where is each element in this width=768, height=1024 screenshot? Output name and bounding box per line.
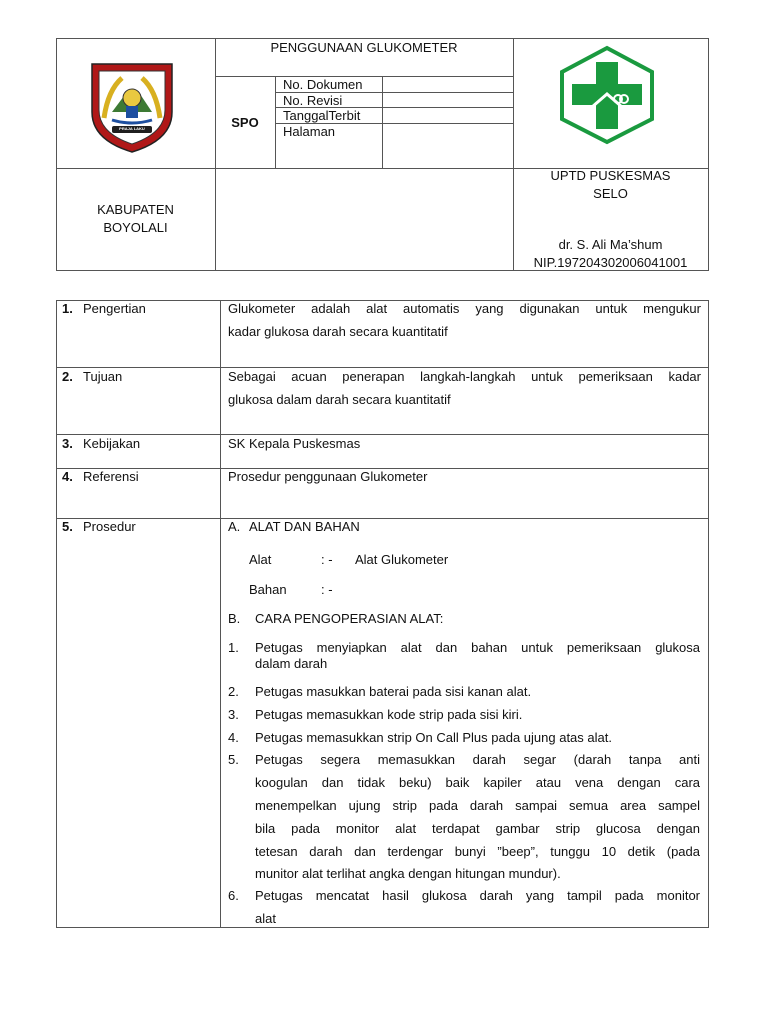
right-org-line2: SELO (593, 186, 628, 201)
step-1-line: Petugas menyiapkan alat dan bahan untuk pemeriksaan glukosa (255, 640, 700, 655)
step-5-line: Petugas segera memasukkan darah segar (darah tanpa anti (255, 752, 700, 767)
right-org-line1: UPTD PUSKESMAS (550, 168, 671, 183)
section-4-text: Prosedur penggunaan Glukometer (228, 469, 428, 484)
section-3-label: Kebijakan (83, 436, 141, 451)
step-3-line: Petugas memasukkan kode strip pada sisi kiri. (255, 707, 523, 722)
section-1-text-line1: Glukometer adalah alat automatis yang digunakan untuk mengukur (228, 301, 701, 316)
step-6-number: 6. (228, 888, 239, 903)
section-2-text-line1: Sebagai acuan penerapan langkah-langkah untuk pemeriksaan kadar (228, 369, 701, 384)
section-2-number: 2. (62, 369, 73, 384)
section-3-number: 3. (62, 436, 73, 451)
left-org-line1: KABUPATEN (97, 202, 174, 217)
section-1-number: 1. (62, 301, 73, 316)
step-5-line: menempelkan ujung strip pada darah sampai semua area sampel (255, 798, 700, 813)
prosedur-b-letter: B. (228, 611, 241, 626)
bahan-label: Bahan (249, 582, 287, 597)
prosedur-a-title: ALAT DAN BAHAN (249, 519, 360, 534)
spo-label: SPO (231, 115, 259, 130)
section-1-label: Pengertian (83, 301, 146, 316)
kabupaten-boyolali-emblem-icon (86, 60, 178, 154)
step-6-line: Petugas mencatat hasil glukosa darah yang tampil pada monitor (255, 888, 700, 903)
left-org-line2: BOYOLALI (103, 220, 168, 235)
step-5-line: tetesan darah dan terdengar bunyi ”beep”, tunggu 10 detik (pada (255, 844, 700, 859)
section-5-number: 5. (62, 519, 73, 534)
signatory-nip: NIP.197204302006041001 (533, 255, 688, 270)
document-title: PENGGUNAAN GLUKOMETER (270, 40, 458, 55)
step-1-number: 1. (228, 640, 239, 655)
doc-field-halaman: Halaman (283, 124, 336, 139)
step-5-line: koogulan dan tidak beku) baik kapiler atau vena dengan cara (255, 775, 700, 790)
section-2-label: Tujuan (83, 369, 123, 384)
signatory-name: dr. S. Ali Ma’shum (558, 237, 663, 252)
section-2-text-line2: glukosa dalam darah secara kuantitatif (228, 392, 451, 407)
alat-value: Alat Glukometer (355, 552, 449, 567)
step-3-number: 3. (228, 707, 239, 722)
step-2-line: Petugas masukkan baterai pada sisi kanan alat. (255, 684, 532, 699)
doc-field-no-dokumen: No. Dokumen (283, 77, 363, 92)
step-5-line: munitor alat terlihat angka dengan hitungan mundur). (255, 866, 561, 881)
step-5-line: bila pada monitor alat terdapat gambar strip glucosa dengan (255, 821, 700, 836)
step-1-line: dalam darah (255, 656, 328, 671)
bahan-separator: : - (321, 582, 333, 597)
section-3-text: SK Kepala Puskesmas (228, 436, 361, 451)
step-4-number: 4. (228, 730, 239, 745)
step-4-line: Petugas memasukkan strip On Call Plus pada ujung atas alat. (255, 730, 612, 745)
doc-field-tanggal-terbit: TanggalTerbit (283, 108, 361, 123)
section-4-label: Referensi (83, 469, 139, 484)
section-5-label: Prosedur (83, 519, 136, 534)
prosedur-a-letter: A. (228, 519, 241, 534)
step-2-number: 2. (228, 684, 239, 699)
doc-field-no-revisi: No. Revisi (283, 93, 343, 108)
section-4-number: 4. (62, 469, 73, 484)
step-6-line: alat (255, 911, 276, 926)
step-5-number: 5. (228, 752, 239, 767)
alat-separator: : - (321, 552, 333, 567)
alat-label: Alat (249, 552, 272, 567)
section-1-text-line2: kadar glukosa darah secara kuantitatif (228, 324, 448, 339)
prosedur-b-title: CARA PENGOPERASIAN ALAT: (255, 611, 444, 626)
puskesmas-green-cross-icon (556, 45, 658, 145)
left-logo-ribbon-text: PRAJA LAKU (119, 126, 145, 131)
